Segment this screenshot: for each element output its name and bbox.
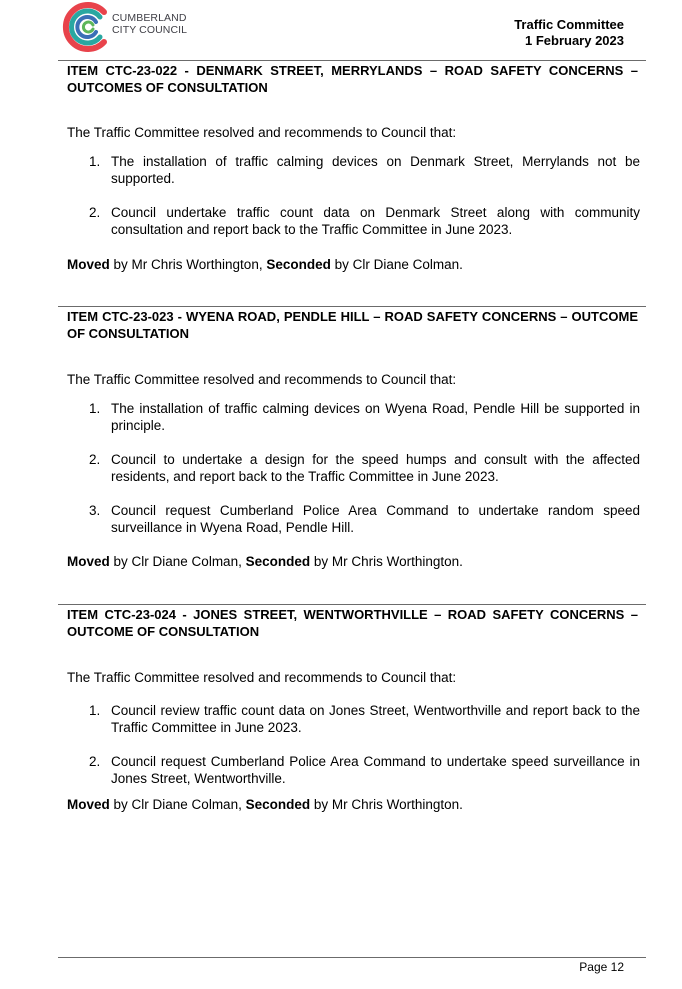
list-item: 2. Council request Cumberland Police Area Command to undertake speed surveillance in Jones Street, Wentworthville.	[89, 754, 640, 786]
resolution-intro: The Traffic Committee resolved and recommends to Council that:	[67, 372, 457, 387]
logo-line-2: CITY COUNCIL	[112, 23, 188, 36]
resolution-intro: The Traffic Committee resolved and recommends to Council that:	[67, 125, 457, 140]
page-header	[0, 0, 682, 60]
resolution-list	[67, 702, 640, 804]
meeting-date: 1 February 2023	[524, 33, 624, 48]
moved-seconded: Moved by Mr Chris Worthington, Seconded by Clr Diane Colman.	[67, 257, 463, 272]
item-ctc-23-023	[58, 306, 646, 342]
list-item: 3. Council request Cumberland Police Area Command to undertake random speed surveillance in Wyena Road, Pendle Hill.	[89, 503, 640, 535]
list-item: 2. Council undertake traffic count data on Denmark Street along with community consultation and report back to the Traffic Committee in June 2023.	[89, 205, 640, 237]
list-item: 1. The installation of traffic calming devices on Wyena Road, Pendle Hill be supported in principle.	[89, 401, 640, 433]
item-title: ITEM CTC-23-022 - DENMARK STREET, MERRYLANDS – ROAD SAFETY CONCERNS – OUTCOMES OF CONSULTATION	[67, 63, 638, 95]
resolution-intro: The Traffic Committee resolved and recommends to Council that:	[67, 670, 457, 685]
footer-divider	[58, 957, 646, 958]
council-logo	[60, 0, 280, 54]
list-item: 1. Council review traffic count data on Jones Street, Wentworthville and report back to the Traffic Committee in June 2023.	[89, 703, 640, 735]
page-number: Page 12	[579, 960, 624, 974]
item-title: ITEM CTC-23-023 - WYENA ROAD, PENDLE HILL – ROAD SAFETY CONCERNS – OUTCOME OF CONSULTATION	[67, 309, 638, 341]
meeting-name: Traffic Committee	[514, 17, 624, 32]
moved-seconded: Moved by Clr Diane Colman, Seconded by Mr Chris Worthington.	[67, 554, 463, 569]
list-item: 2. Council to undertake a design for the speed humps and consult with the affected residents, and report back to the Traffic Committee in June 2023.	[89, 452, 640, 484]
item-ctc-23-022	[58, 60, 646, 96]
resolution-list	[67, 153, 640, 255]
item-title: ITEM CTC-23-024 - JONES STREET, WENTWORTHVILLE – ROAD SAFETY CONCERNS – OUTCOME OF CONSULTATION	[67, 607, 638, 639]
meeting-info	[514, 17, 624, 49]
moved-seconded: Moved by Clr Diane Colman, Seconded by Mr Chris Worthington.	[67, 797, 463, 812]
logo-line-1: CUMBERLAND	[112, 12, 187, 24]
resolution-list	[67, 400, 640, 553]
cumberland-logo-icon	[60, 0, 114, 54]
logo-wordmark	[112, 13, 187, 36]
item-ctc-23-024	[58, 604, 646, 640]
list-item: 1. The installation of traffic calming devices on Denmark Street, Merrylands not be supported.	[89, 154, 640, 186]
